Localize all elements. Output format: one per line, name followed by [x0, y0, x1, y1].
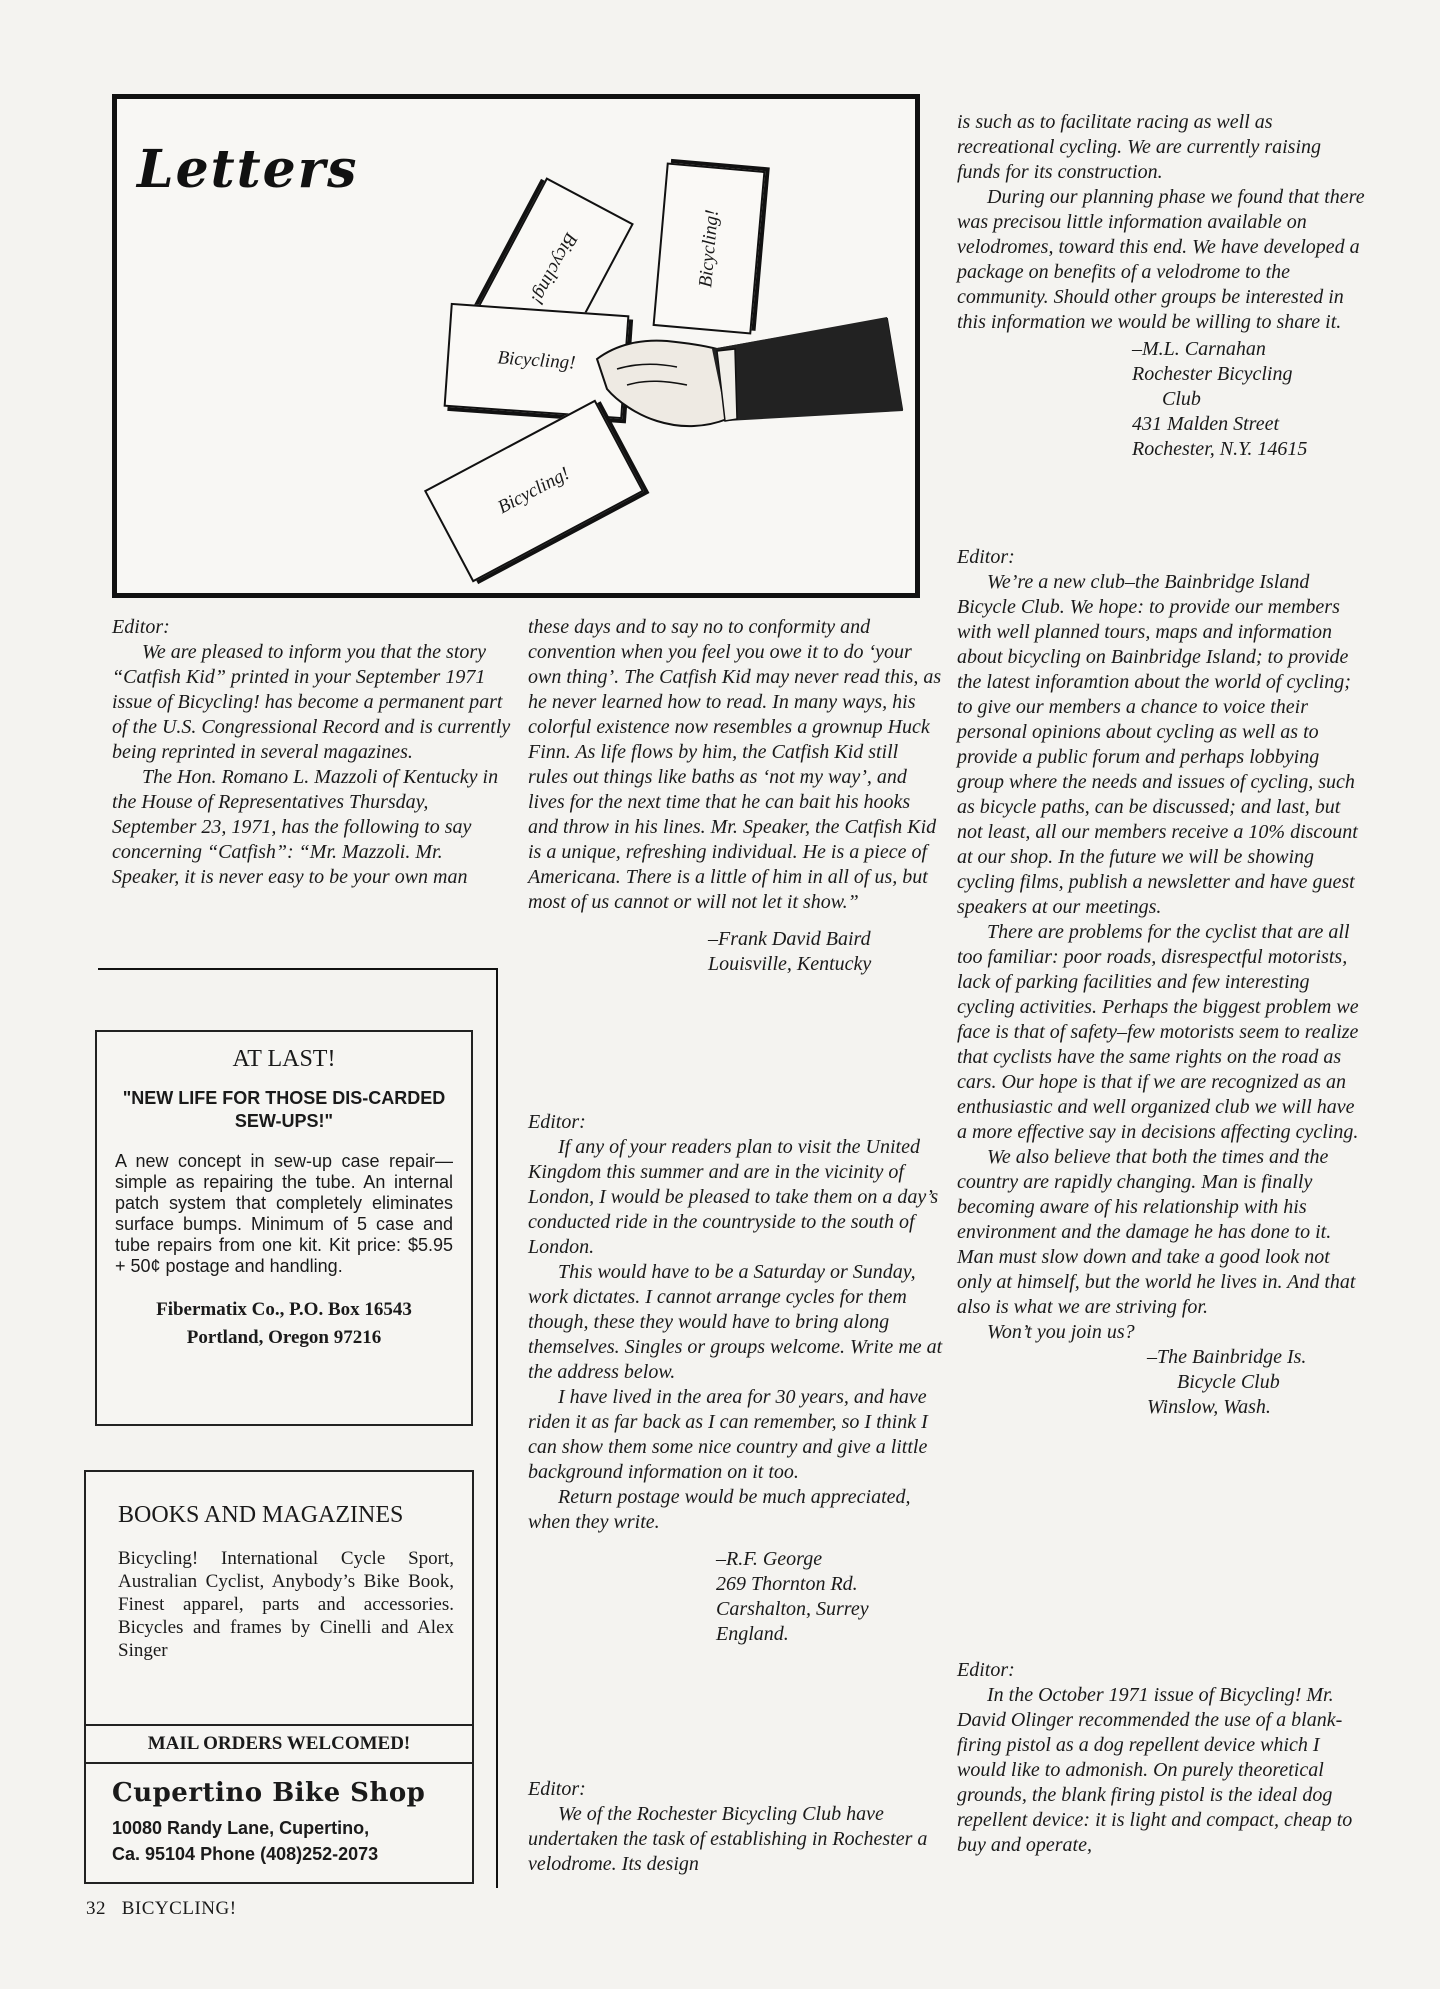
- letter-velodrome-continued: [957, 110, 1367, 462]
- letter-paragraph: We also believe that both the times and the country are rapidly changing. Man is finally becoming aware of his relationship with his environment and the damage he has done to it. Man must slow down and take a good look not only at himself, but the world he lives in. And that also is what we are striving for.: [957, 1146, 1356, 1318]
- signature-line: Winslow, Wash.: [1147, 1396, 1271, 1418]
- signature-baird: [528, 927, 943, 977]
- editor-salutation: Editor:: [112, 616, 170, 638]
- bicycling-card: Bicycling!: [444, 303, 630, 419]
- letter-paragraph: In the October 1971 issue of Bicycling! Mr. David Olinger recommended the use of a blank-firing pistol as a dog repellent device which I would like to admonish. On purely theoretical grounds, the blank firing pistol is the ideal dog repellent device: it is light and compact, cheap to buy and operate,: [957, 1684, 1353, 1856]
- signature-line: –The Bainbridge Is.: [1147, 1346, 1307, 1368]
- ad-body: A new concept in sew-up case repair—simple as repairing the tube. An internal patch system that completely eliminates surface bumps. Minimum of 5 case and tube repairs from one kit. Kit price: $5.95 + 50¢ postage and handling.: [115, 1151, 453, 1276]
- letter-paragraph: We are pleased to inform you that the story “Catfish Kid” printed in your September 1971 issue of Bicycling! has become a permanent part of the U.S. Congressional Record and is currently being reprinted in several magazines.: [112, 641, 511, 763]
- section-title: Letters: [137, 139, 359, 200]
- signature-line: Rochester Bicycling: [1132, 363, 1293, 385]
- shop-address: 10080 Randy Lane, Cupertino,: [112, 1818, 370, 1838]
- divider-horizontal: [98, 968, 496, 970]
- letter-uk-rides: [528, 1110, 943, 1647]
- signature-line: –Frank David Baird: [708, 928, 871, 950]
- signature-line: Bicycle Club: [1177, 1371, 1280, 1393]
- signature-line: England.: [716, 1623, 789, 1645]
- signature-carnahan: [957, 337, 1367, 462]
- letter-bainbridge: [957, 545, 1367, 1420]
- letter-paragraph: We of the Rochester Bicycling Club have undertaken the task of establishing in Rochester a velodrome. Its design: [528, 1803, 928, 1875]
- hand-illustration: [587, 289, 907, 439]
- letters-header-box: [112, 94, 920, 598]
- letter-paragraph: is such as to facilitate racing as well as recreational cycling. We are currently raising funds for its construction.: [957, 111, 1321, 183]
- ad-body: Bicycling! International Cycle Sport, Australian Cyclist, Anybody’s Bike Book, Finest apparel, parts and accessories. Bicycles and frames by Cinelli and Alex Singer: [118, 1548, 454, 1661]
- bicycling-card: Bicycling!: [474, 177, 634, 359]
- ad-headline: "NEW LIFE FOR THOSE DIS-CARDED SEW-UPS!": [122, 1088, 446, 1131]
- letter-paragraph: If any of your readers plan to visit the United Kingdom this summer and are in the vicinity of London, I would be pleased to take them on a day’s conducted ride in the countryside to the south of London.: [528, 1136, 939, 1258]
- letter-paragraph: Return postage would be much appreciated, when they write.: [528, 1486, 911, 1533]
- signature-line: Rochester, N.Y. 14615: [1132, 438, 1308, 460]
- magazine-name: BICYCLING!: [121, 1898, 237, 1919]
- shop-phone: Ca. 95104 Phone (408)252-2073: [112, 1844, 379, 1864]
- letter-paragraph: The Hon. Romano L. Mazzoli of Kentucky in the House of Representatives Thursday, September 23, 1971, has the following to say concerning “Catfish”: “Mr. Mazzoli. Mr. Speaker, it is never easy to be your own man: [112, 766, 499, 888]
- letter-velodrome: [528, 1777, 943, 1877]
- page-number: 32: [86, 1898, 106, 1919]
- letter-catfish-kid: [112, 615, 512, 890]
- letter-paragraph: There are problems for the cyclist that are all too familiar: poor roads, disrespectful motorists, lack of parking facilities and few interesting cycling activities. Perhaps the biggest problem we face is that of safety–few motorists seem to realize that cyclists have the same rights on the road as cars. Our hope is that if we are recognized as an enthusiastic and well organized club we will have a more effective say in decisions affecting cycling.: [957, 921, 1359, 1143]
- ad-fibermatix: [95, 1030, 473, 1426]
- signature-line: Club: [1162, 388, 1201, 410]
- letter-dog-repellent: [957, 1658, 1367, 1858]
- ad-company: Fibermatix Co., P.O. Box 16543: [156, 1299, 412, 1320]
- letter-paragraph: We’re a new club–the Bainbridge Island Bicycle Club. We hope: to provide our members with well planned tours, maps and information about bicycling on Bainbridge Island; to provide the latest inforamtion about the world of cycling; to give our members a chance to voice their personal opinions about cycling as well as to provide a public forum and perhaps lobbying group where the needs and issues of cycling, such as bicycle paths, can be discussed; and last, but not least, all our members receive a 10% discount at our shop. In the future we will be showing cycling films, publish a newsletter and have guest speakers at our meetings.: [957, 571, 1358, 918]
- editor-salutation: Editor:: [528, 1778, 586, 1800]
- signature-line: Louisville, Kentucky: [708, 953, 872, 975]
- editor-salutation: Editor:: [957, 546, 1015, 568]
- letter-paragraph: these days and to say no to conformity and convention when you feel you owe it to do ‘your own thing’. The Catfish Kid may never read this, as he never learned how to read. In many ways, his colorful existence now resembles a grownup Huck Finn. As life flows by him, the Catfish Kid still rules out things like baths as ‘not my way’, and lives for the next time that he can bait his hooks and throw in his lines. Mr. Speaker, the Catfish Kid is a unique, refreshing individual. He is a piece of Americana. There is a little of him in all of us, but most of us cannot or will not let it show.”: [528, 616, 942, 913]
- signature-line: Carshalton, Surrey: [716, 1598, 869, 1620]
- letter-continuation: [528, 615, 943, 977]
- ad-title: BOOKS AND MAGAZINES: [118, 1502, 404, 1528]
- editor-salutation: Editor:: [528, 1111, 586, 1133]
- letter-paragraph: This would have to be a Saturday or Sunday, work dictates. I cannot arrange cycles for them though, these they would have to bring along themselves. Singles or groups welcome. Write me at the address below.: [528, 1261, 943, 1383]
- ad-title: AT LAST!: [232, 1046, 336, 1072]
- letter-paragraph: Won’t you join us?: [987, 1321, 1135, 1343]
- letter-paragraph: I have lived in the area for 30 years, and have riden it as far back as I can remember, so I think I can show them some nice country and give a little background information on it too.: [528, 1386, 928, 1483]
- ad-cupertino-bike-shop: [84, 1470, 474, 1884]
- ad-city: Portland, Oregon 97216: [186, 1327, 382, 1348]
- signature-line: –R.F. George: [716, 1548, 823, 1570]
- letter-paragraph: During our planning phase we found that there was precisou little information available on velodromes, toward this end. We have developed a package on benefits of a velodrome to the community. Should other groups be interested in this information we would be willing to share it.: [957, 186, 1365, 333]
- editor-salutation: Editor:: [957, 1659, 1015, 1681]
- shop-name: Cupertino Bike Shop: [112, 1778, 426, 1808]
- signature-george: [528, 1547, 943, 1647]
- ad-mail-orders: MAIL ORDERS WELCOMED!: [86, 1724, 472, 1764]
- signature-line: 431 Malden Street: [1132, 413, 1280, 435]
- signature-bainbridge: [957, 1345, 1367, 1420]
- signature-line: 269 Thornton Rd.: [716, 1573, 858, 1595]
- divider-vertical: [496, 968, 498, 1888]
- bicycling-card: Bicycling!: [424, 400, 644, 583]
- page-footer: [86, 1898, 237, 1920]
- signature-line: –M.L. Carnahan: [1132, 338, 1266, 360]
- bicycling-card: Bicycling!: [653, 162, 766, 334]
